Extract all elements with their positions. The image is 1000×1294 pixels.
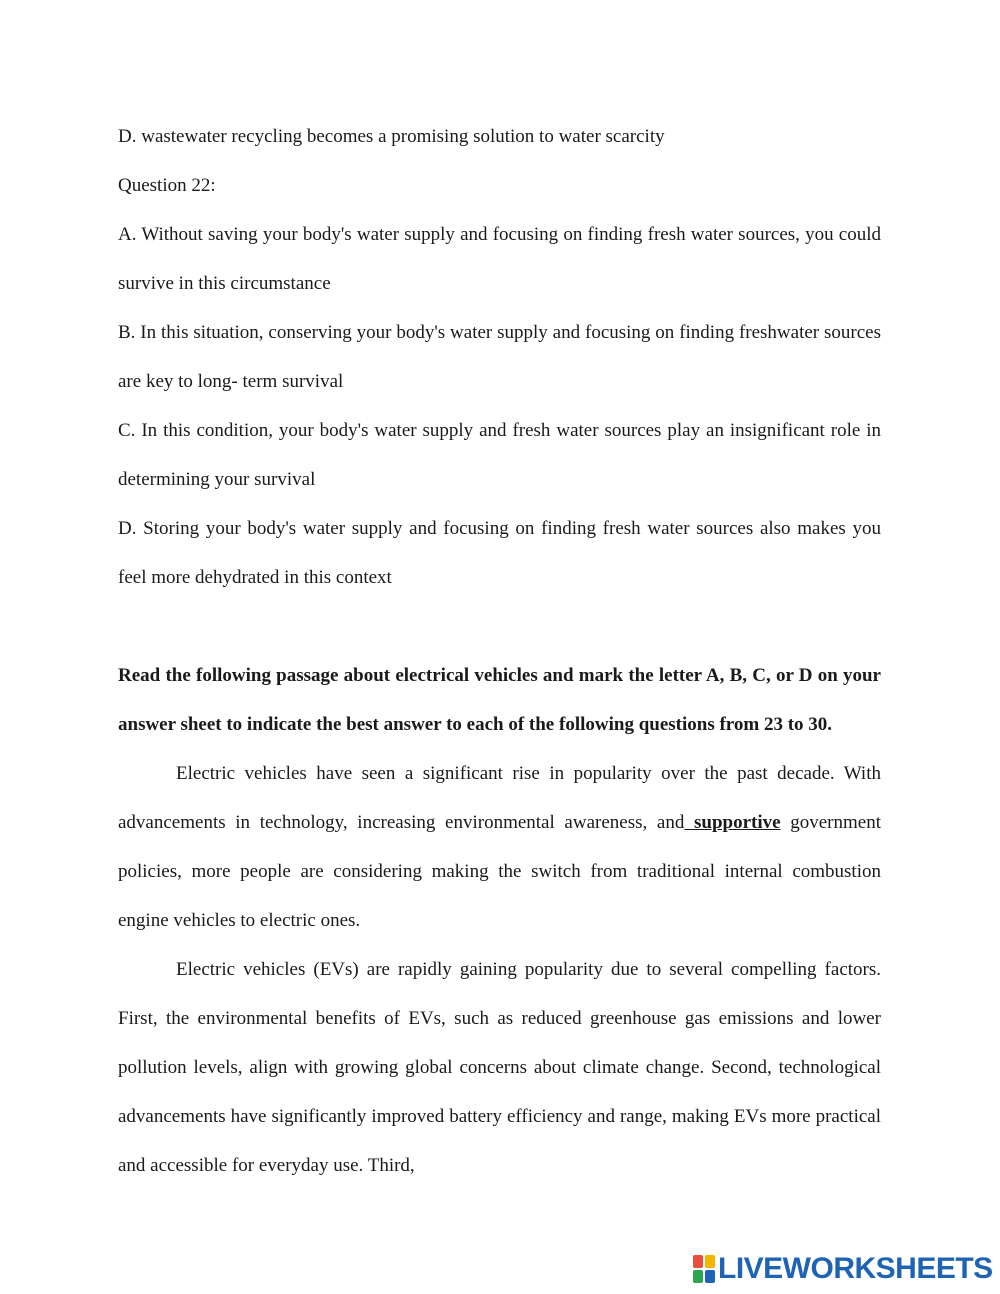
q22-option-a: A. Without saving your body's water supply and focusing on finding fresh water sources, you could survive in this circumstance: [118, 224, 881, 294]
liveworksheets-logo-text: LIVEWORKSHEETS: [718, 1252, 993, 1285]
q22-option-d: D. Storing your body's water supply and focusing on finding fresh water sources also makes you feel more dehydrated in this context: [118, 518, 881, 588]
passage-instructions: Read the following passage about electrical vehicles and mark the letter A, B, C, or D on your answer sheet to indicate the best answer to each of the following questions from 23 to 30.: [118, 665, 881, 735]
liveworksheets-logo-icon: [693, 1255, 715, 1283]
paragraph-1-text-start: Electric vehicles have seen a significant rise in popularity over the past decade. With advancements in technology, increasing environmental awareness, and: [118, 763, 881, 833]
passage-paragraph-1: [118, 749, 881, 945]
highlighted-word-supportive: supportive: [684, 812, 781, 833]
q21-option-d: D. wastewater recycling becomes a promising solution to water scarcity: [118, 126, 665, 147]
q22-option-c: C. In this condition, your body's water supply and fresh water sources play an insignificant role in determining your survival: [118, 420, 881, 490]
spacer: [118, 602, 881, 651]
q22-option-b: B. In this situation, conserving your body's water supply and focusing on finding freshwater sources are key to long- term survival: [118, 322, 881, 392]
paragraph-1-text-end: government policies, more people are considering making the switch from traditional internal combustion engine vehicles to electric ones.: [118, 812, 881, 931]
passage-paragraph-2: Electric vehicles (EVs) are rapidly gaining popularity due to several compelling factors. First, the environmental benefits of EVs, such as reduced greenhouse gas emissions and lower pollution levels, align with growing global concerns about climate change. Second, technological advancements have significantly improved battery efficiency and range, making EVs more practical and accessible for everyday use. Third,: [118, 959, 881, 1176]
worksheet-page: [118, 112, 881, 1190]
q22-heading: Question 22:: [118, 175, 216, 196]
liveworksheets-logo: [693, 1252, 993, 1286]
